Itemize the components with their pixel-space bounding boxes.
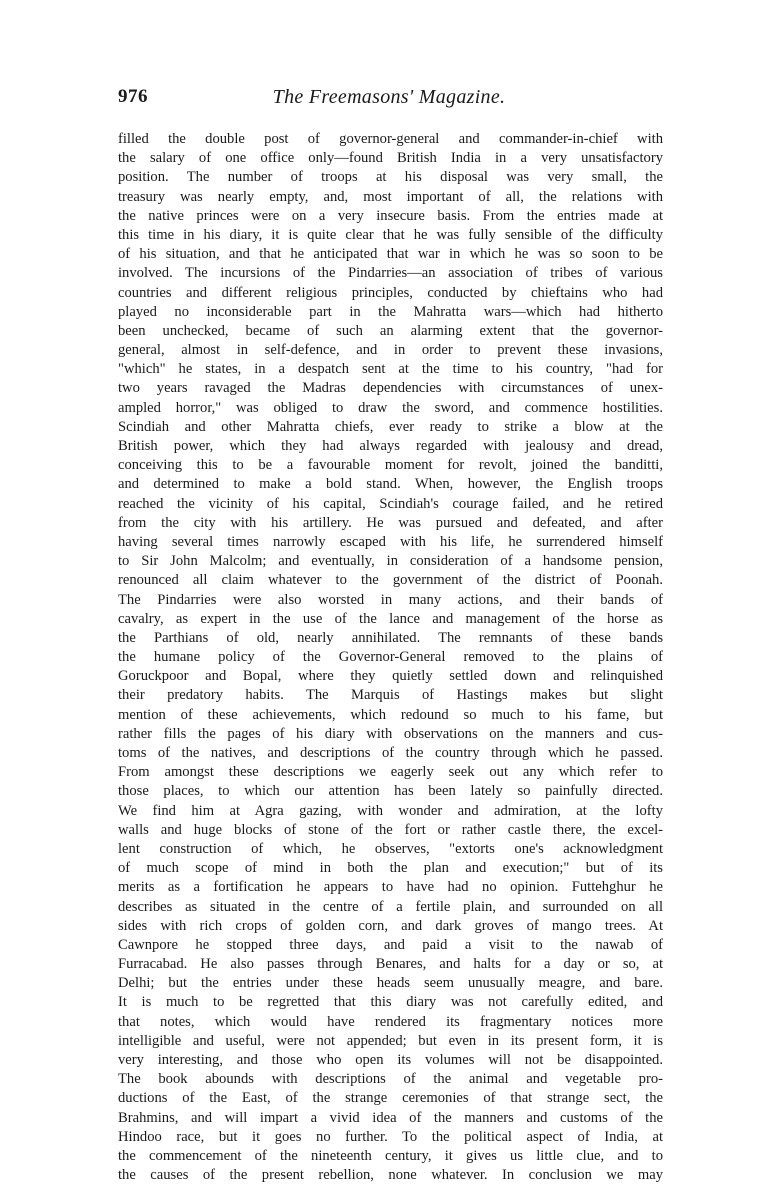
running-title: The Freemasons' Magazine.: [272, 86, 506, 108]
text-line: the causes of the present rebellion, none whatever. In conclusion we may: [118, 1167, 663, 1184]
text-line: this time in his diary, it is quite clear that he was fully sensible of the difficulty: [118, 226, 663, 243]
text-line: ductions of the East, of the strange ceremonies of that strange sect, the: [118, 1090, 663, 1107]
text-line: The Pindarries were also worsted in many actions, and their bands of: [118, 591, 663, 608]
text-line: Scindiah and other Mahratta chiefs, ever ready to strike a blow at the: [118, 418, 663, 435]
text-line: countries and different religious principles, conducted by chieftains who had: [118, 284, 663, 301]
text-line: rather fills the pages of his diary with observations on the manners and cus-: [118, 725, 663, 742]
text-line: describes as situated in the centre of a fertile plain, and surrounded on all: [118, 898, 663, 915]
article-body: [118, 130, 663, 1185]
text-line: ampled horror," was obliged to draw the sword, and commence hostilities.: [118, 399, 663, 416]
text-line: British power, which they had always regarded with jealousy and dread,: [118, 438, 663, 454]
page-header: [118, 86, 660, 114]
text-line: involved. The incursions of the Pindarries—an association of tribes of various: [118, 265, 663, 282]
text-line: those places, to which our attention has been lately so painfully directed.: [118, 783, 663, 800]
text-line: We find him at Agra gazing, with wonder and admiration, at the lofty: [118, 802, 663, 819]
text-line: their predatory habits. The Marquis of Hastings makes but slight: [118, 687, 663, 704]
text-line: cavalry, as expert in the use of the lance and management of the horse as: [118, 610, 663, 627]
text-line: "which" he states, in a despatch sent at the time to his country, "had for: [118, 361, 663, 378]
page-number: 976: [118, 86, 148, 107]
text-line: the humane policy of the Governor-General removed to the plains of: [118, 649, 663, 666]
text-line: the commencement of the nineteenth century, it gives us little clue, and to: [118, 1147, 663, 1164]
text-line: walls and huge blocks of stone of the fort or rather castle there, the excel-: [118, 821, 663, 838]
text-line: the salary of one office only—found British India in a very unsatisfactory: [118, 150, 663, 167]
text-line: of much scope of mind in both the plan and execution;" but of its: [118, 860, 663, 877]
text-line: merits as a fortification he appears to have had no opinion. Futtehghur he: [118, 879, 663, 896]
text-line: Hindoo race, but it goes no further. To the political aspect of India, at: [118, 1128, 663, 1145]
text-line: filled the double post of governor-general and commander-in-chief with: [118, 131, 663, 147]
text-line: toms of the natives, and descriptions of the country through which he passed.: [118, 745, 663, 761]
text-line: lent construction of which, he observes, "extorts one's acknowledgment: [118, 840, 663, 857]
text-line: Cawnpore he stopped three days, and paid a visit to the nawab of: [118, 936, 663, 953]
text-line: very interesting, and those who open its volumes will not be disappointed.: [118, 1052, 663, 1068]
text-line: and determined to make a bold stand. When, however, the English troops: [118, 476, 663, 493]
text-line: general, almost in self-defence, and in order to prevent these invasions,: [118, 342, 663, 359]
text-line: conceiving this to be a favourable moment for revolt, joined the banditti,: [118, 457, 663, 474]
text-line: Brahmins, and will impart a vivid idea of the manners and customs of the: [118, 1109, 663, 1126]
text-line: Goruckpoor and Bopal, where they quietly settled down and relinquished: [118, 668, 663, 685]
text-line: the native princes were on a very insecure basis. From the entries made at: [118, 207, 663, 224]
text-line: From amongst these descriptions we eagerly seek out any which refer to: [118, 764, 663, 781]
text-line: played no inconsiderable part in the Mahratta wars—which had hitherto: [118, 303, 663, 320]
text-line: It is much to be regretted that this diary was not carefully edited, and: [118, 994, 663, 1011]
text-line: treasury was nearly empty, and, most important of all, the relations with: [118, 188, 663, 205]
text-line: two years ravaged the Madras dependencies with circumstances of unex-: [118, 380, 663, 397]
text-line: The book abounds with descriptions of the animal and vegetable pro-: [118, 1071, 663, 1088]
text-line: having several times narrowly escaped with his life, he surrendered himself: [118, 533, 663, 550]
text-line: to Sir John Malcolm; and eventually, in consideration of a handsome pension,: [118, 553, 663, 570]
text-line: been unchecked, became of such an alarming extent that the governor-: [118, 322, 663, 339]
text-line: reached the vicinity of his capital, Scindiah's courage failed, and he retired: [118, 495, 663, 512]
text-line: position. The number of troops at his disposal was very small, the: [118, 169, 663, 186]
text-line: mention of these achievements, which redound so much to his fame, but: [118, 706, 663, 723]
text-line: the Parthians of old, nearly annihilated. The remnants of these bands: [118, 629, 663, 646]
text-line: renounced all claim whatever to the government of the district of Poonah.: [118, 572, 663, 589]
text-line: intelligible and useful, were not appended; but even in its present form, it is: [118, 1032, 663, 1049]
text-line: from the city with his artillery. He was pursued and defeated, and after: [118, 514, 663, 531]
text-line: Furracabad. He also passes through Benares, and halts for a day or so, at: [118, 956, 663, 973]
text-line: sides with rich crops of golden corn, and dark groves of mango trees. At: [118, 917, 663, 934]
text-line: that notes, which would have rendered its fragmentary notices more: [118, 1013, 663, 1030]
text-line: Delhi; but the entries under these heads seem unusually meagre, and bare.: [118, 975, 663, 992]
text-line: of his situation, and that he anticipated that war in which he was so soon to be: [118, 246, 663, 263]
